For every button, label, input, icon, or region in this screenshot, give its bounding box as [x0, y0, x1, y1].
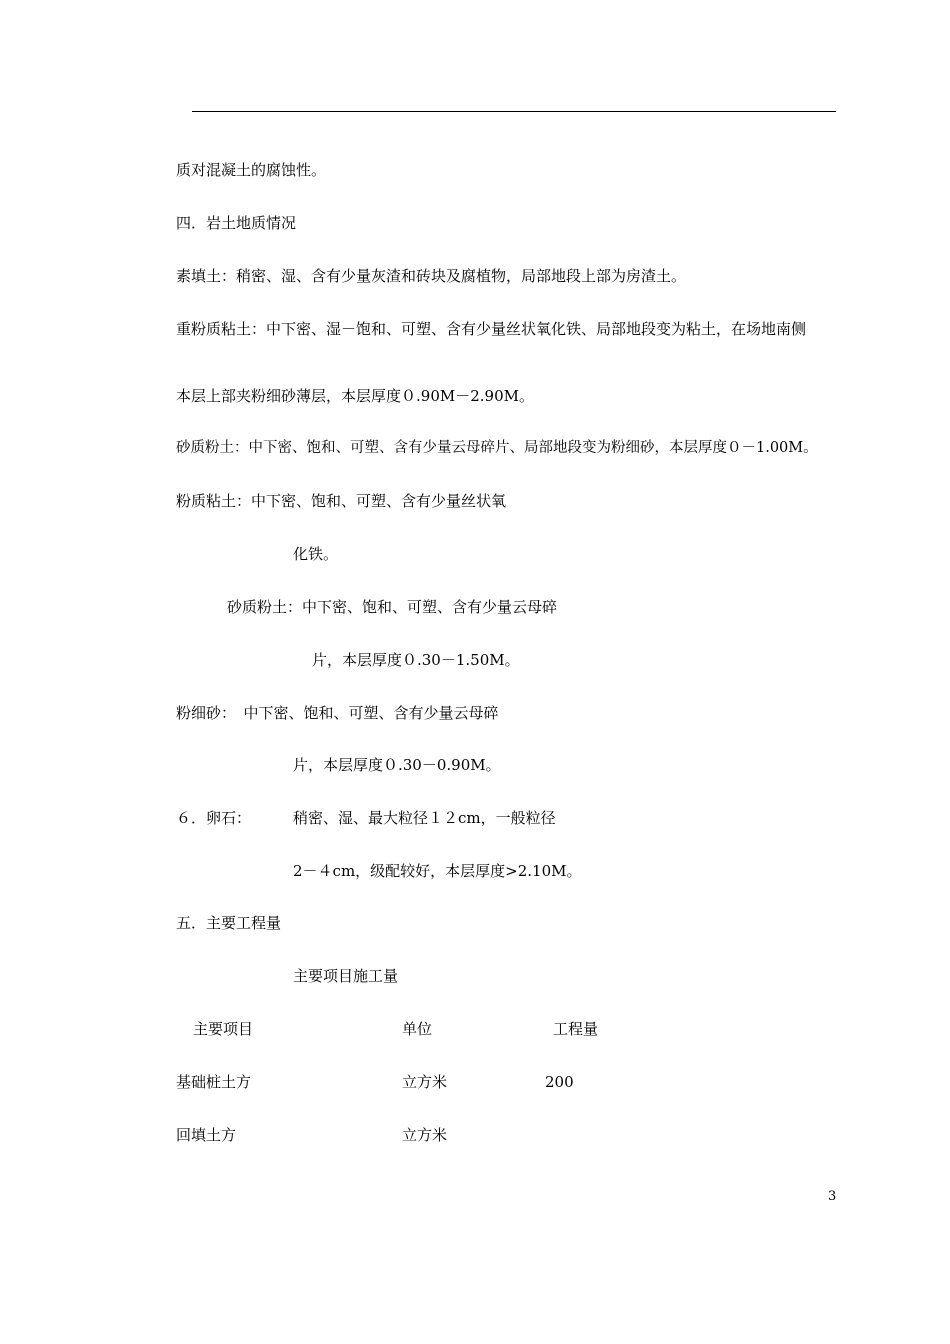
paragraph-fine-sand: 粉细砂： 中下密、饱和、可塑、含有少量云母碎 — [176, 704, 499, 722]
page-number: 3 — [828, 1189, 837, 1204]
paragraph-heavy-silty-clay-cont: 本层上部夹粉细砂薄层，本层厚度０.90M－2.90M。 — [176, 387, 534, 405]
table-header-cell: 单位 — [402, 1020, 433, 1038]
paragraph-pebble-cont: 2－４cm，级配较好，本层厚度>2.10M。 — [293, 862, 582, 880]
table-cell: 立方米 — [402, 1073, 448, 1091]
table-cell: 回填土方 — [176, 1126, 237, 1144]
paragraph-pebble: 稍密、湿、最大粒径１２cm，一般粒径 — [293, 809, 556, 827]
paragraph-sandy-silt: 砂质粉土：中下密、饱和、可塑、含有少量云母碎片、局部地段变为粉细砂，本层厚度０－1.00M。 — [176, 440, 818, 456]
paragraph-silty-clay: 粉质粘土：中下密、饱和、可塑、含有少量丝状氧 — [176, 492, 507, 510]
paragraph-sandy-silt-2: 砂质粉土：中下密、饱和、可塑、含有少量云母碎 — [227, 598, 558, 616]
table-title: 主要项目施工量 — [293, 967, 399, 985]
paragraph-fill-soil: 素填土：稍密、湿、含有少量灰渣和砖块及腐植物，局部地段上部为房渣土。 — [176, 267, 687, 285]
paragraph-heavy-silty-clay: 重粉质粘土：中下密、湿－饱和、可塑、含有少量丝状氧化铁、局部地段变为粘土，在场地南侧 — [176, 320, 807, 338]
paragraph-pebble-label: ６．卵石： — [176, 809, 252, 827]
table-cell: 基础桩土方 — [176, 1073, 252, 1091]
table-header-cell: 工程量 — [553, 1020, 599, 1038]
header-rule — [192, 111, 836, 112]
section-heading-quantities: 五．主要工程量 — [176, 914, 282, 932]
paragraph-corrosion: 质对混凝土的腐蚀性。 — [176, 161, 327, 179]
paragraph-sandy-silt-2-cont: 片，本层厚度０.30－1.50M。 — [312, 651, 520, 669]
table-cell: 200 — [545, 1073, 574, 1091]
paragraph-fine-sand-cont: 片，本层厚度０.30－0.90M。 — [293, 756, 501, 774]
table-header-cell: 主要项目 — [193, 1020, 254, 1038]
paragraph-silty-clay-cont: 化铁。 — [293, 545, 339, 563]
table-cell: 立方米 — [402, 1126, 448, 1144]
section-heading-geology: 四．岩土地质情况 — [176, 214, 297, 232]
